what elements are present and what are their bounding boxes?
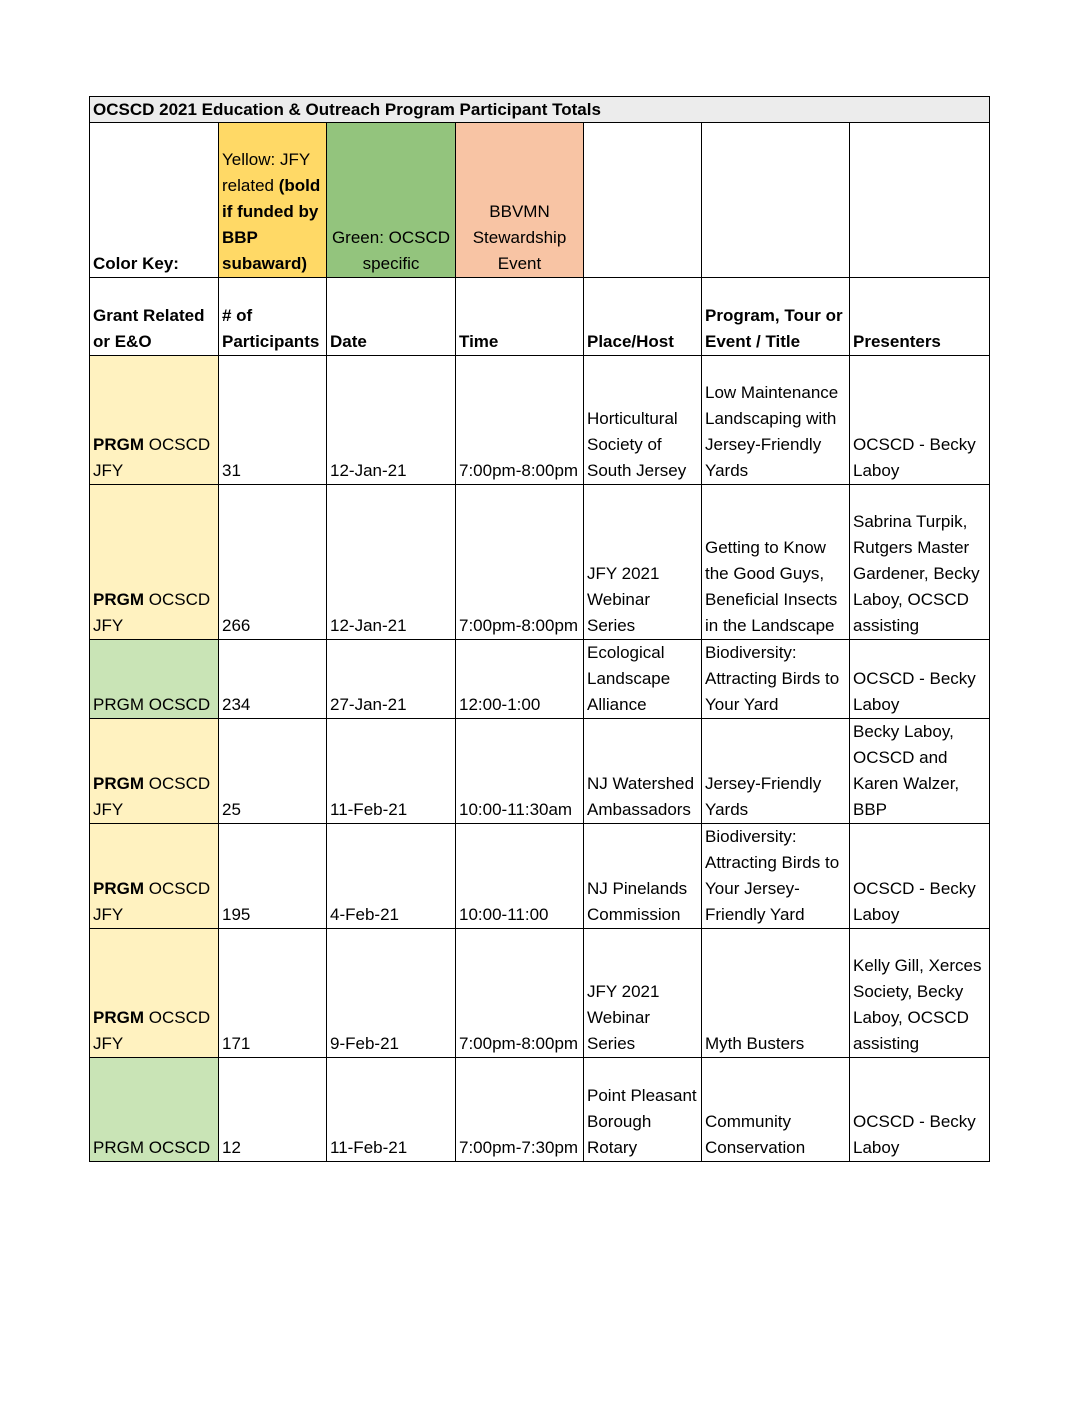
date-cell: 11-Feb-21 [327, 1058, 456, 1162]
program-cell: Myth Busters [702, 929, 850, 1058]
place-cell: Horticultural Society of South Jersey [584, 356, 702, 485]
empty-cell [850, 123, 990, 278]
grant-cell: PRGM OCSCD [90, 1058, 219, 1162]
header-date: Date [327, 278, 456, 356]
presenters-cell: OCSCD - Becky Laboy [850, 824, 990, 929]
table-row [90, 1058, 990, 1162]
date-cell: 27-Jan-21 [327, 640, 456, 719]
color-key-label: Color Key: [90, 123, 219, 278]
color-key-green: Green: OCSCD specific [327, 123, 456, 278]
time-cell: 7:00pm-8:00pm [456, 485, 584, 640]
place-cell: Ecological Landscape Alliance [584, 640, 702, 719]
grant-label: OCSCD JFY [93, 879, 211, 924]
presenters-cell: Becky Laboy, OCSCD and Karen Walzer, BBP [850, 719, 990, 824]
table-row [90, 929, 990, 1058]
grant-funded-label: PRGM [93, 1008, 144, 1027]
time-cell: 7:00pm-8:00pm [456, 356, 584, 485]
date-cell: 4-Feb-21 [327, 824, 456, 929]
title-row [90, 97, 990, 123]
place-cell: Point Pleasant Borough Rotary [584, 1058, 702, 1162]
time-cell: 10:00-11:30am [456, 719, 584, 824]
time-cell: 7:00pm-7:30pm [456, 1058, 584, 1162]
date-cell: 12-Jan-21 [327, 485, 456, 640]
empty-cell [584, 123, 702, 278]
time-cell: 10:00-11:00 [456, 824, 584, 929]
participants-cell: 234 [219, 640, 327, 719]
table-row [90, 719, 990, 824]
presenters-cell: OCSCD - Becky Laboy [850, 640, 990, 719]
grant-cell [90, 485, 219, 640]
date-cell: 12-Jan-21 [327, 356, 456, 485]
header-presenters: Presenters [850, 278, 990, 356]
date-cell: 11-Feb-21 [327, 719, 456, 824]
place-cell: NJ Pinelands Commission [584, 824, 702, 929]
participants-cell: 195 [219, 824, 327, 929]
header-time: Time [456, 278, 584, 356]
place-cell: NJ Watershed Ambassadors [584, 719, 702, 824]
participant-totals-table [89, 96, 990, 1162]
program-cell: Biodiversity: Attracting Birds to Your Jersey-Friendly Yard [702, 824, 850, 929]
table-row [90, 356, 990, 485]
color-key-row [90, 123, 990, 278]
grant-funded-label: PRGM [93, 774, 144, 793]
place-cell: JFY 2021 Webinar Series [584, 485, 702, 640]
grant-cell [90, 356, 219, 485]
participants-cell: 266 [219, 485, 327, 640]
grant-label: OCSCD JFY [93, 435, 211, 480]
grant-cell [90, 824, 219, 929]
program-cell: Community Conservation [702, 1058, 850, 1162]
program-cell: Low Maintenance Landscaping with Jersey-Friendly Yards [702, 356, 850, 485]
header-place: Place/Host [584, 278, 702, 356]
yellow-key-bold-note: (bold if funded by BBP subaward) [222, 176, 321, 273]
grant-cell [90, 929, 219, 1058]
grant-funded-label: PRGM [93, 879, 144, 898]
grant-funded-label: PRGM [93, 435, 144, 454]
time-cell: 7:00pm-8:00pm [456, 929, 584, 1058]
grant-label: OCSCD JFY [93, 774, 211, 819]
participants-cell: 31 [219, 356, 327, 485]
table-row [90, 485, 990, 640]
participants-cell: 171 [219, 929, 327, 1058]
table-row [90, 824, 990, 929]
presenters-cell: Kelly Gill, Xerces Society, Becky Laboy, OCSCD assisting [850, 929, 990, 1058]
grant-label: OCSCD JFY [93, 590, 211, 635]
place-cell: JFY 2021 Webinar Series [584, 929, 702, 1058]
grant-funded-label: PRGM [93, 590, 144, 609]
time-cell: 12:00-1:00 [456, 640, 584, 719]
presenters-cell: Sabrina Turpik, Rutgers Master Gardener, Becky Laboy, OCSCD assisting [850, 485, 990, 640]
header-program: Program, Tour or Event / Title [702, 278, 850, 356]
header-grant: Grant Related or E&O [90, 278, 219, 356]
header-participants: # of Participants [219, 278, 327, 356]
yellow-key-text: Yellow: JFY related [222, 150, 310, 195]
table-row [90, 640, 990, 719]
participants-cell: 25 [219, 719, 327, 824]
header-row [90, 278, 990, 356]
program-cell: Getting to Know the Good Guys, Beneficial Insects in the Landscape [702, 485, 850, 640]
presenters-cell: OCSCD - Becky Laboy [850, 356, 990, 485]
empty-cell [702, 123, 850, 278]
grant-cell [90, 719, 219, 824]
date-cell: 9-Feb-21 [327, 929, 456, 1058]
participants-cell: 12 [219, 1058, 327, 1162]
program-cell: Biodiversity: Attracting Birds to Your Yard [702, 640, 850, 719]
program-cell: Jersey-Friendly Yards [702, 719, 850, 824]
table-title: OCSCD 2021 Education & Outreach Program Participant Totals [90, 97, 990, 123]
grant-cell: PRGM OCSCD [90, 640, 219, 719]
presenters-cell: OCSCD - Becky Laboy [850, 1058, 990, 1162]
grant-label: OCSCD JFY [93, 1008, 211, 1053]
color-key-salmon: BBVMN Stewardship Event [456, 123, 584, 278]
color-key-yellow [219, 123, 327, 278]
